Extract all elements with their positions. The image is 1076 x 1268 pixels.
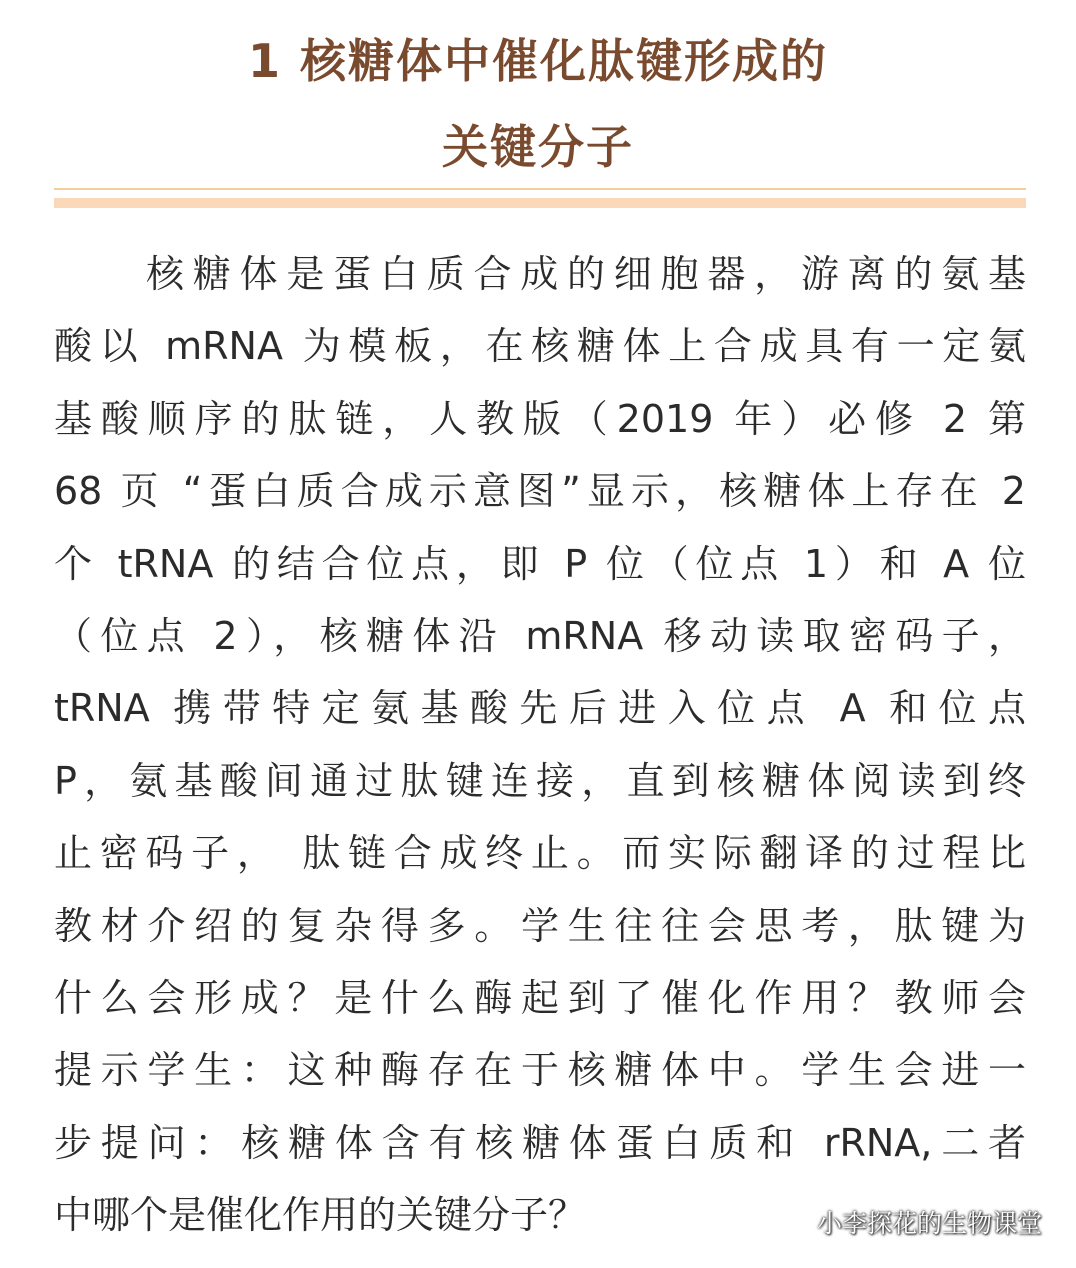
paragraph-line: P，氨基酸间通过肽键连接，直到核糖体阅读到终 — [54, 758, 1026, 803]
title-divider-thin — [54, 188, 1026, 190]
paragraph-line: tRNA 携带特定氨基酸先后进入位点 A 和位点 — [54, 686, 1026, 731]
watermark-text: 小李探花的生物课堂 — [816, 1209, 1042, 1238]
paragraph-line: 什么会形成？是什么酶起到了催化作用？教师会 — [54, 975, 1026, 1020]
paragraph-line: 步提问：核糖体含有核糖体蛋白质和 rRNA,二者 — [54, 1120, 1026, 1165]
paragraph-line: 68 页 “蛋白质合成示意图”显示，核糖体上存在 2 — [54, 469, 1026, 514]
paragraph-line: 个 tRNA 的结合位点，即 P 位（位点 1）和 A 位 — [54, 541, 1026, 586]
paragraph-line: 中哪个是催化作用的关键分子？ — [54, 1193, 587, 1238]
section-title-line-1: 1 核糖体中催化肽键形成的 — [247, 34, 829, 88]
paragraph-line: 核糖体是蛋白质合成的细胞器，游离的氨基 — [146, 252, 1026, 296]
paragraph-line: 提示学生：这种酶存在于核糖体中。学生会进一 — [54, 1048, 1026, 1093]
wechat-icon — [769, 1206, 809, 1238]
paragraph-line: 止密码子， 肽链合成终止。而实际翻译的过程比 — [54, 831, 1026, 876]
paragraph-line: 教材介绍的复杂得多。学生往往会思考，肽键为 — [54, 903, 1026, 948]
title-divider-thick — [54, 198, 1026, 208]
source-watermark — [769, 1202, 1042, 1242]
paragraph-line: 基酸顺序的肽链，人教版（2019 年）必修 2 第 — [54, 396, 1026, 441]
body-paragraph — [54, 238, 1026, 1251]
paragraph-line: 酸以 mRNA 为模板，在核糖体上合成具有一定氨 — [54, 324, 1026, 369]
paragraph-line: （位点 2），核糖体沿 mRNA 移动读取密码子， — [54, 613, 1026, 658]
section-title-line-2: 关键分子 — [442, 120, 634, 174]
